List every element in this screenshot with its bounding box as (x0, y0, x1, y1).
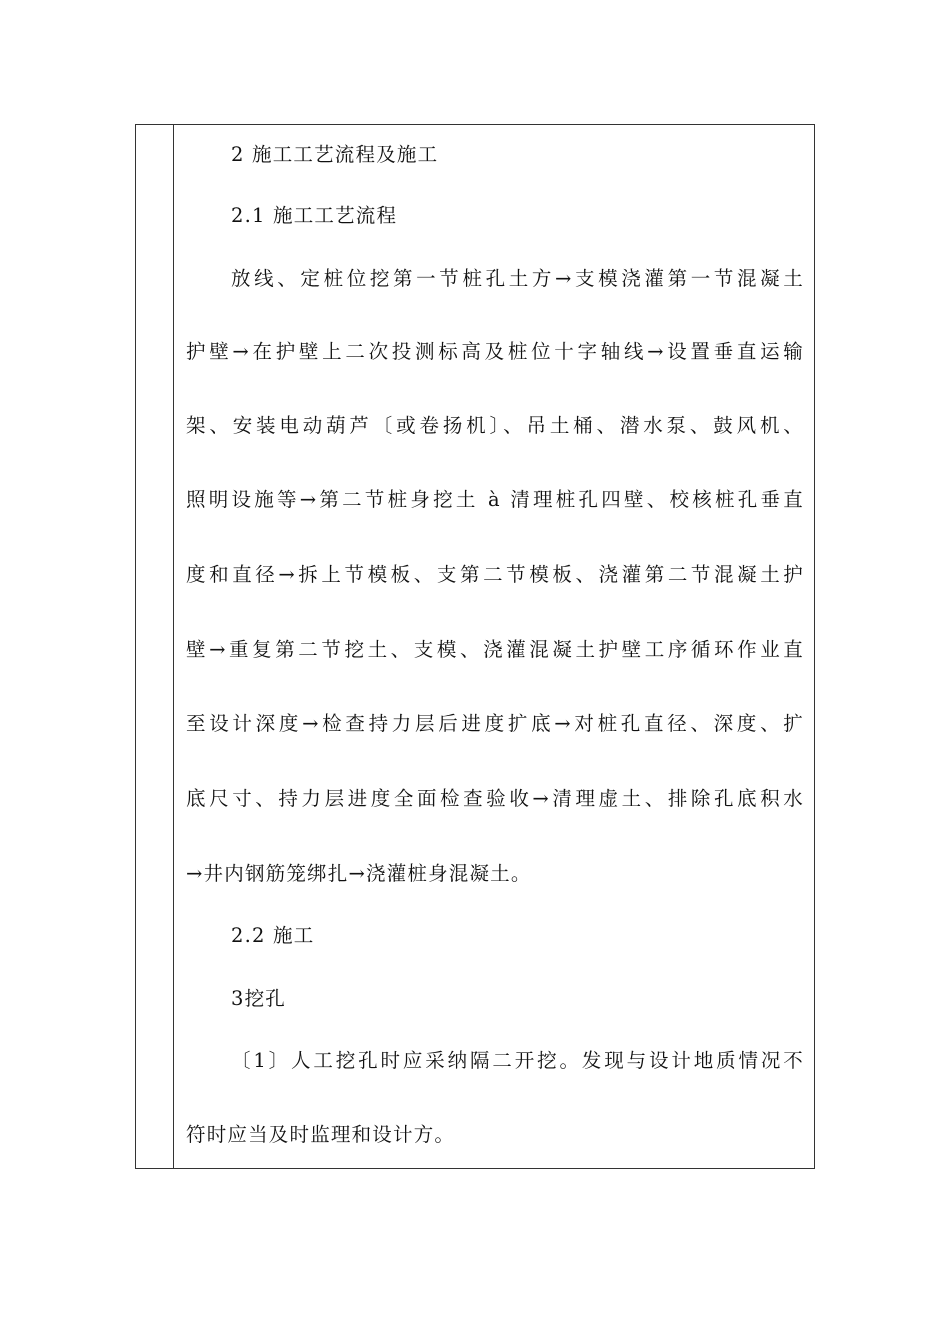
heading-construction: 2.2 施工 (231, 924, 315, 947)
paragraph-line: 架、安装电动葫芦〔或卷扬机〕、吊土桶、潜水泵、鼓风机、 (186, 414, 804, 437)
paragraph-line: 放线、定桩位挖第一节桩孔土方→支模浇灌第一节混凝土 (231, 267, 804, 290)
paragraph-line: 底尺寸、持力层进度全面检查验收→清理虚土、排除孔底积水 (186, 787, 804, 810)
paragraph-line: 壁→重复第二节挖土、支模、浇灌混凝土护壁工序循环作业直 (186, 638, 804, 661)
content-cell (174, 125, 814, 1168)
item-paragraph-line: 〔1〕人工挖孔时应采纳隔二开挖。发现与设计地质情况不 (231, 1049, 804, 1072)
heading-process-flow: 2.1 施工工艺流程 (231, 204, 398, 227)
left-column-cell (136, 125, 174, 1168)
paragraph-line-last: →井内钢筋笼绑扎→浇灌桩身混凝土。 (186, 862, 532, 885)
heading-excavation: 3挖孔 (231, 987, 287, 1010)
heading-construction-process: 2 施工工艺流程及施工 (231, 143, 439, 166)
paragraph-line: 照明设施等→第二节桩身挖土 à 清理桩孔四壁、校核桩孔垂直 (186, 488, 804, 511)
paragraph-line: 度和直径→拆上节模板、支第二节模板、浇灌第二节混凝土护 (186, 563, 804, 586)
paragraph-line: 护壁→在护壁上二次投测标高及桩位十字轴线→设置垂直运输 (186, 340, 804, 363)
document-table (135, 124, 815, 1169)
item-paragraph-line-last: 符时应当及时监理和设计方。 (186, 1123, 456, 1146)
paragraph-line: 至设计深度→检查持力层后进度扩底→对桩孔直径、深度、扩 (186, 712, 804, 735)
